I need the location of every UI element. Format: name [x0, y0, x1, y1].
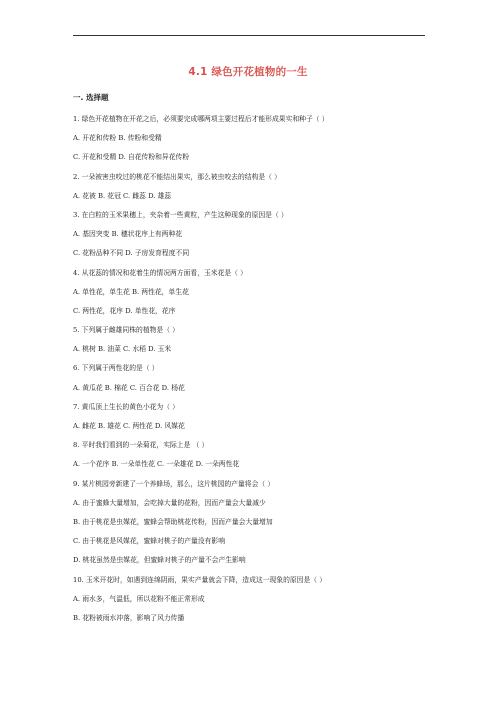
- question-line: 3. 在白粒的玉米果穗上，夹杂着一些黄粒，产生这种现象的原因是（ ）: [73, 210, 288, 219]
- question-line: A. 雨水多，气温低，所以花粉不能正常形成: [73, 594, 205, 603]
- question-line: 10. 玉米开花时，如遇到连绵阴雨，果实产量就会下降，造成这一现象的原因是（ ）: [73, 575, 327, 584]
- question-line: A. 一个花序 B. 一朵单性花 C. 一朵雄花 D. 一朵两性花: [73, 460, 240, 469]
- question-line: A. 单性花，单生花 B. 两性花，单生花: [73, 287, 189, 296]
- question-line: 1. 绿色开花植物在开花之后，必须要完成哪两项主要过程后才能形成果实和种子（ ）: [73, 115, 329, 123]
- question-line: D. 桃花虽然是虫媒花，但蜜蜂对桃子的产量不会产生影响: [73, 556, 246, 565]
- section-heading: 一. 选择题: [73, 93, 109, 102]
- question-line: 9. 某片桃园旁新建了一个养蜂场，那么，这片桃园的产量将会（ ）: [73, 479, 275, 488]
- question-line: A. 基因突变 B. 穗状花序上有两种花: [73, 230, 183, 239]
- question-line: 2. 一朵被害虫咬过的桃花不能结出果实，那么被虫咬去的结构是（ ）: [73, 172, 281, 181]
- question-line: A. 黄瓜花 B. 棉花 C. 百合花 D. 杨花: [73, 383, 185, 392]
- question-line: B. 花粉被雨水冲落，影响了风力传播: [73, 613, 185, 622]
- question-line: 7. 黄瓜顶上生长的黄色小花为（ ）: [73, 402, 179, 411]
- question-line: A. 开花和传粉 B. 传粉和受精: [73, 134, 162, 143]
- question-line: 6. 下列属于两性花的是（ ）: [73, 364, 159, 373]
- question-line: 5. 下列属于雌雄同株的植物是（ ）: [73, 326, 179, 335]
- question-line: 4. 从花蕊的情况和花着生的情况两方面看，玉米花是（ ）: [73, 268, 247, 277]
- question-list: [73, 110, 433, 628]
- question-line: C. 开花和受精 D. 自花传粉和异花传粉: [73, 153, 190, 162]
- question-line: C. 由于桃花是风媒花，蜜蜂对桃子的产量没有影响: [73, 537, 226, 546]
- question-line: A. 雌花 B. 雄花 C. 两性花 D. 风媒花: [73, 422, 185, 430]
- page-title: 4.1 绿色开花植物的一生: [188, 66, 308, 78]
- question-line: B. 由于桃花是虫媒花，蜜蜂会帮助桃花传粉，因而产量会大量增加: [73, 517, 273, 526]
- question-line: A. 由于蜜蜂大量增加，会吃掉大量的花粉，因而产量会大量减少: [73, 498, 266, 507]
- header-rule: [73, 35, 425, 36]
- question-line: 8. 平时我们看到的一朵菊花，实际上是 （ ）: [73, 441, 209, 450]
- question-line: A. 花被 B. 花冠 C. 雌蕊 D. 雄蕊: [73, 191, 172, 200]
- question-line: C. 花粉品种不同 D. 子房发育程度不同: [73, 249, 190, 258]
- question-line: A. 桃树 B. 油菜 C. 水稻 D. 玉米: [73, 345, 172, 354]
- question-line: C. 两性花，花序 D. 单性花，花序: [73, 306, 176, 315]
